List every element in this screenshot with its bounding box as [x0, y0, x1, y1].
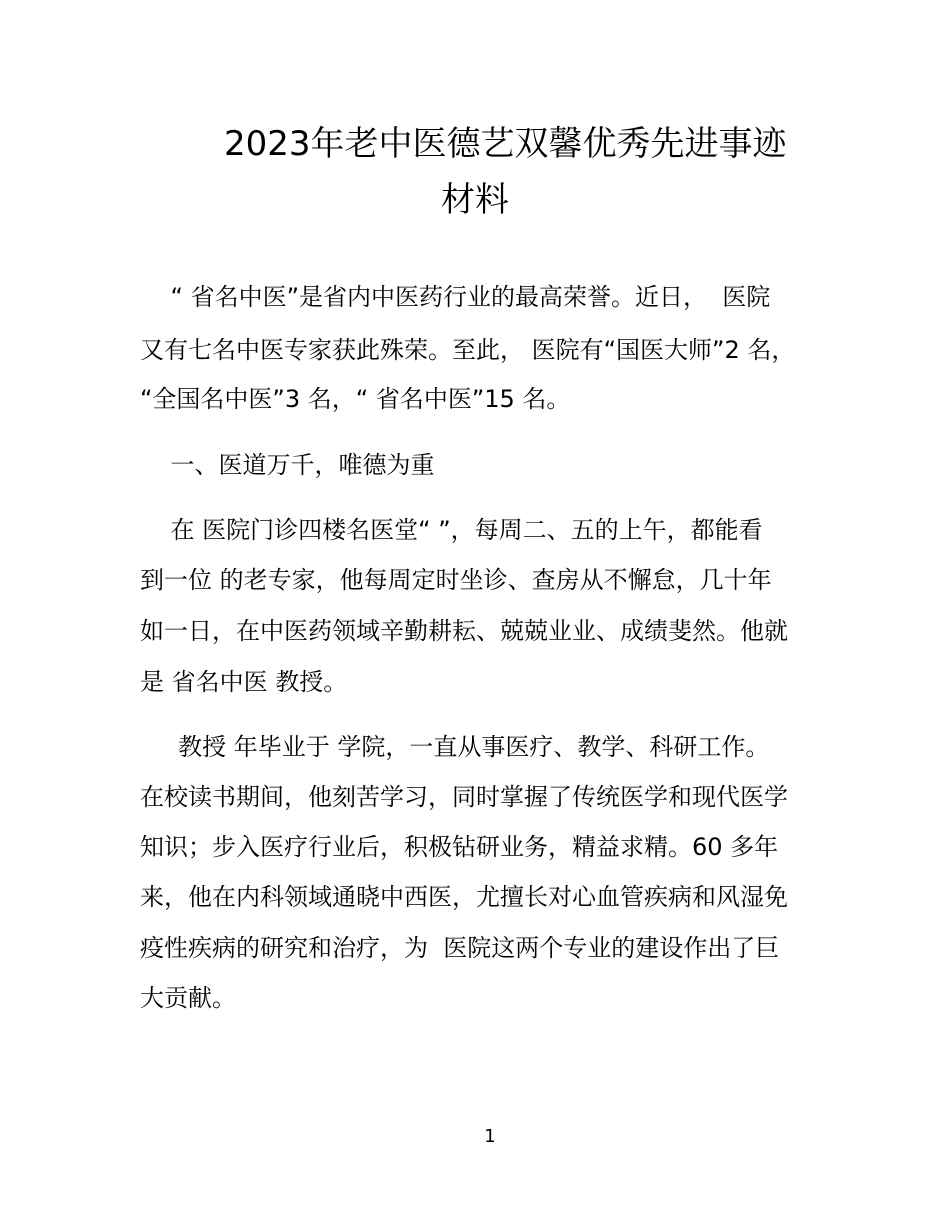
paragraph-2-line-3: 如一日，在中医药领域辛勤耕耘、兢兢业业、成绩斐然。他就	[140, 617, 788, 645]
document-title-line-1: 2023年老中医德艺双馨优秀先进事迹	[224, 124, 787, 164]
paragraph-2-line-2: 到一位 的老专家，他每周定时坐诊、查房从不懈怠，几十年	[140, 566, 772, 594]
paragraph-2-line-4: 是 省名中医 教授。	[140, 668, 348, 696]
paragraph-3-line-1: 教授 年毕业于 学院，一直从事医疗、教学、科研工作。	[140, 733, 770, 761]
document-title-line-2: 材料	[441, 180, 509, 220]
paragraph-1-line-1: “ 省名中医”是省内中医药行业的最高荣誉。近日， 医院	[140, 283, 771, 311]
paragraph-1-line-2: 又有七名中医专家获此殊荣。至此， 医院有“国医大师”2 名，	[140, 336, 796, 364]
paragraph-3-line-5: 疫性疾病的研究和治疗，为 医院这两个专业的建设作出了巨	[140, 934, 780, 962]
paragraph-3-line-3: 知识；步入医疗行业后，积极钻研业务，精益求精。60 多年	[140, 833, 779, 861]
page-number: 1	[484, 1126, 496, 1147]
paragraph-1-line-3: “全国名中医”3 名，“ 省名中医”15 名。	[140, 385, 571, 413]
paragraph-2-line-1: 在 医院门诊四楼名医堂“ ”，每周二、五的上午，都能看	[140, 516, 763, 544]
paragraph-3-line-6: 大贡献。	[140, 984, 236, 1012]
paragraph-3-line-2: 在校读书期间，他刻苦学习，同时掌握了传统医学和现代医学	[140, 783, 788, 811]
section-heading-1: 一、医道万千，唯德为重	[140, 451, 435, 479]
paragraph-3-line-4: 来，他在内科领域通晓中西医，尤擅长对心血管疾病和风湿免	[140, 883, 788, 911]
